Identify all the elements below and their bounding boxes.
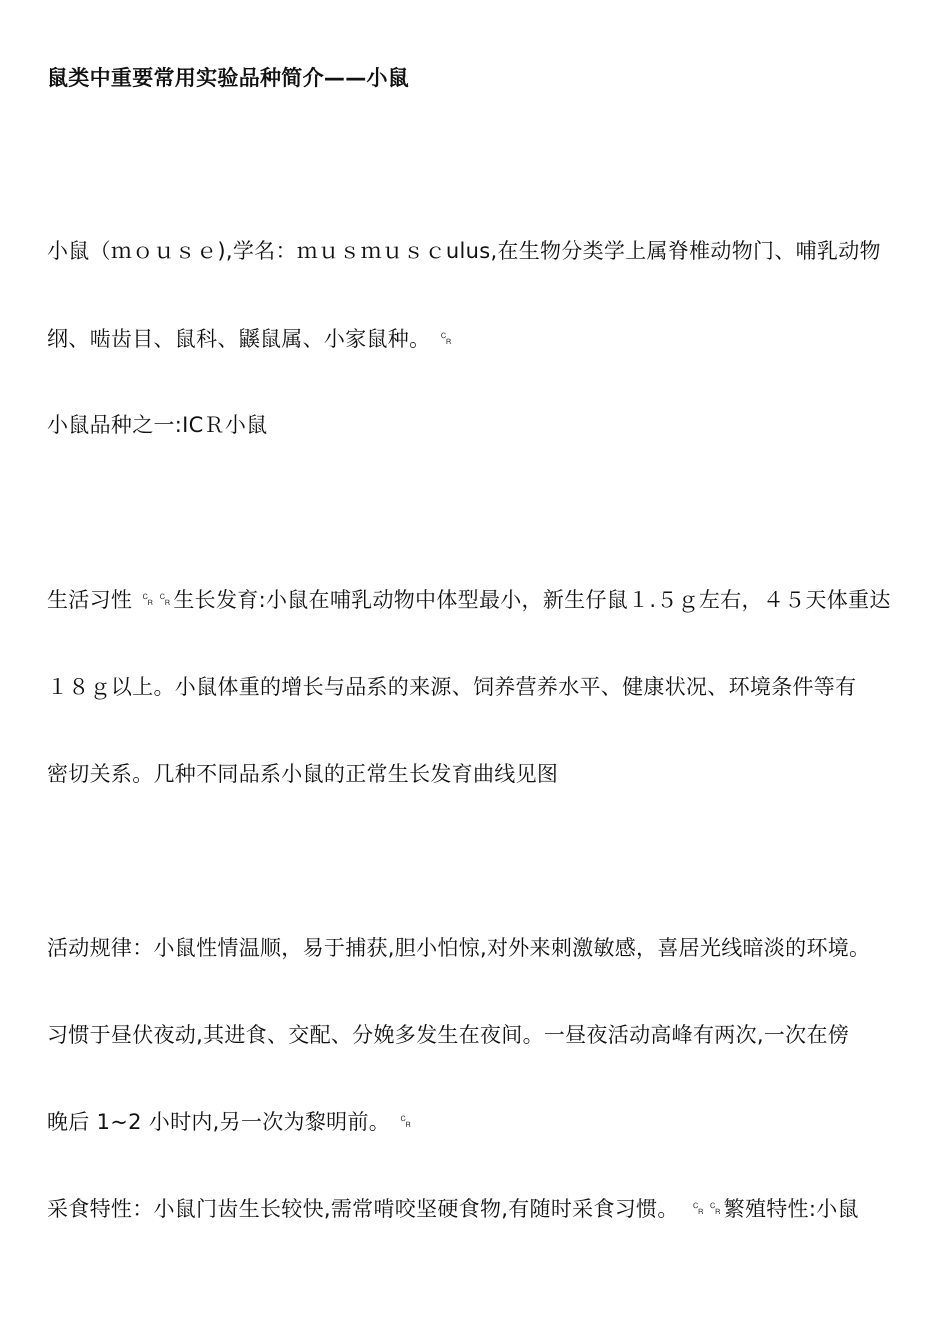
paragraph-line-8: 习惯于昼伏夜动,其进食、交配、分娩多发生在夜间。一昼夜活动高峰有两次,一次在傍 — [47, 1023, 850, 1047]
paragraph-line-7: 活动规律：小鼠性情温顺，易于捕获,胆小怕惊,对外来刺激敏感，喜居光线暗淡的环境。 — [47, 936, 871, 960]
paragraph-line-10: 采食特性：小鼠门齿生长较快,需常啃咬坚硬食物,有随时采食习惯。 ␍␍繁殖特性:小鼠 — [47, 1197, 859, 1221]
paragraph-line-9: 晚后 1~2 小时内,另一次为黎明前。 ␍ — [47, 1110, 415, 1134]
paragraph-line-3: 小鼠品种之一:ICＲ小鼠 — [47, 413, 268, 437]
paragraph-line-1: 小鼠（ｍｏｕｓｅ),学名：ｍｕｓｍｕｓｃulus,在生物分类学上属脊椎动物门、哺乳动物 — [47, 239, 881, 263]
paragraph-line-4: 生活习性 ␍␍生长发育:小鼠在哺乳动物中体型最小，新生仔鼠１.５ｇ左右，４５天体重达 — [47, 588, 891, 612]
paragraph-line-2: 纲、啮齿目、鼠科、鼷鼠属、小家鼠种。 ␍ — [47, 327, 455, 351]
paragraph-line-5: １８ｇ以上。小鼠体重的增长与品系的来源、饲养营养水平、健康状况、环境条件等有 — [47, 675, 857, 699]
document-title: 鼠类中重要常用实验品种简介——小鼠 — [47, 66, 410, 90]
paragraph-line-6: 密切关系。几种不同品系小鼠的正常生长发育曲线见图 — [47, 762, 559, 786]
